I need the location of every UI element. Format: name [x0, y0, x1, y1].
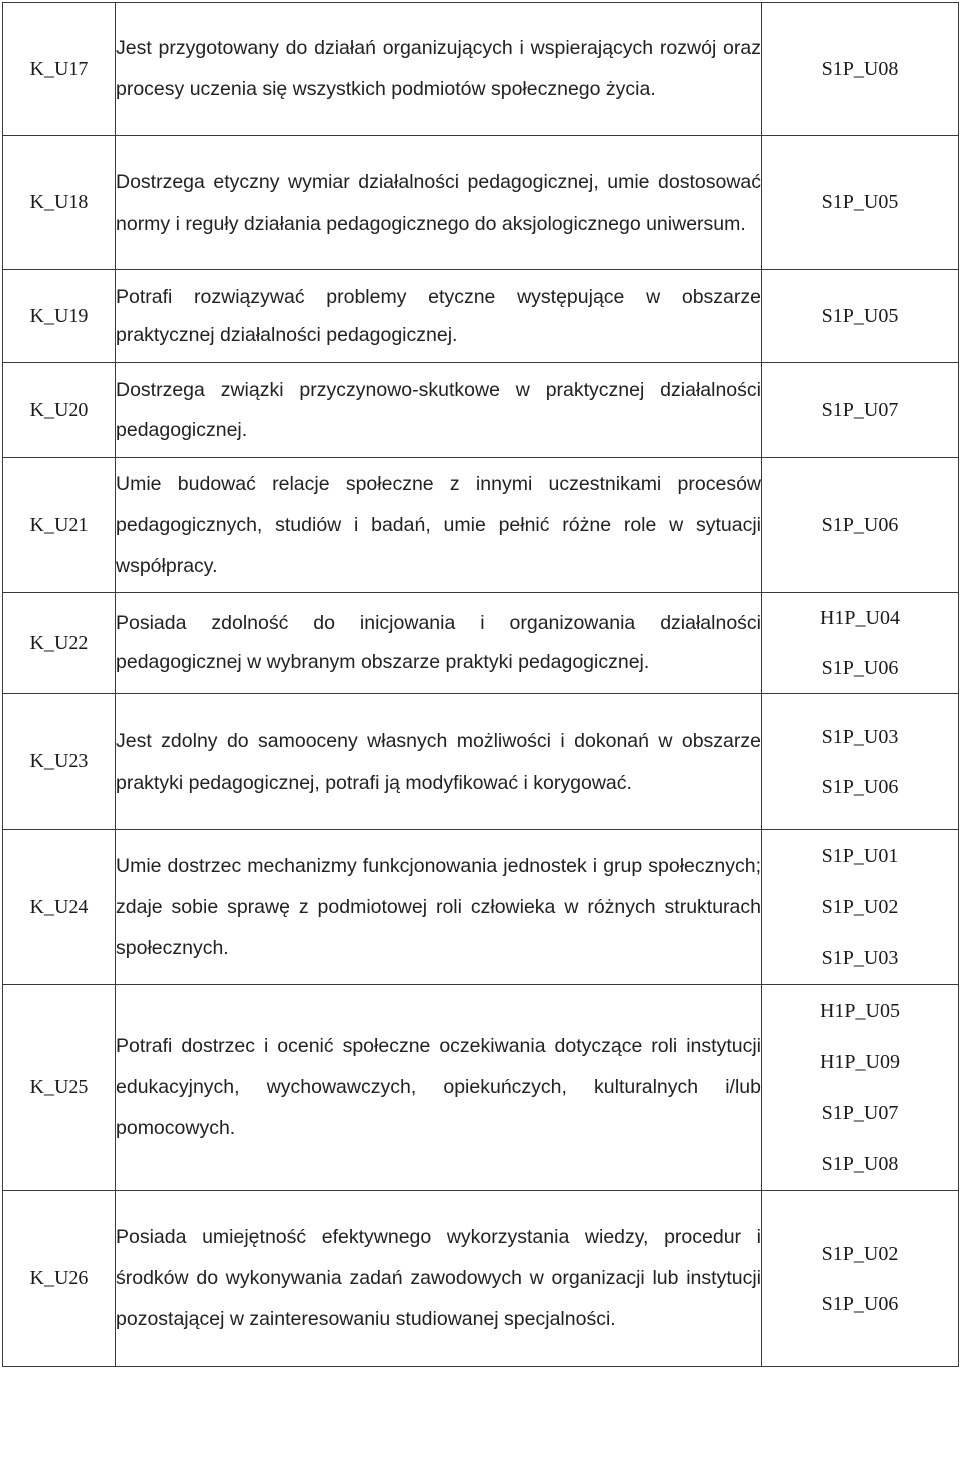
learning-outcomes-table [2, 2, 959, 1367]
reference-code: S1P_U02 [821, 895, 899, 918]
reference-code: H1P_U05 [819, 999, 900, 1022]
outcome-code: K_U24 [3, 830, 116, 985]
outcome-description-text: Potrafi rozwiązywać problemy etyczne występujące w obszarze praktycznej działalności pedagogicznej. [116, 286, 761, 346]
outcome-description-text: Posiada umiejętność efektywnego wykorzystania wiedzy, procedur i środków do wykonywania zadań zawodowych w organizacji lub instytucji pozostającej w zainteresowaniu studiowanej specjalności. [116, 1226, 761, 1330]
outcome-code: K_U26 [3, 1191, 116, 1367]
outcome-references [762, 694, 959, 830]
outcome-description [116, 136, 762, 270]
table-row [3, 1191, 959, 1367]
reference-code: S1P_U06 [821, 775, 899, 798]
outcome-description [116, 1191, 762, 1367]
reference-code: S1P_U03 [821, 725, 899, 748]
outcome-references [762, 830, 959, 985]
reference-code: H1P_U04 [819, 607, 900, 629]
outcome-code: K_U18 [3, 136, 116, 270]
table-row [3, 593, 959, 694]
reference-code: S1P_U07 [821, 398, 899, 421]
outcome-references [762, 363, 959, 458]
outcome-description-text: Jest przygotowany do działań organizujących i wspierających rozwój oraz procesy uczenia się wszystkich podmiotów społecznego życia. [116, 37, 761, 100]
outcome-description [116, 458, 762, 593]
outcome-description [116, 3, 762, 136]
table-row [3, 830, 959, 985]
reference-code: S1P_U02 [821, 1242, 899, 1265]
outcome-code: K_U19 [3, 270, 116, 363]
reference-code: S1P_U06 [821, 513, 899, 536]
outcome-code: K_U25 [3, 985, 116, 1191]
table-row [3, 985, 959, 1191]
outcome-references [762, 593, 959, 694]
reference-code: S1P_U06 [821, 1292, 899, 1315]
reference-code: S1P_U06 [821, 657, 899, 679]
outcome-description [116, 694, 762, 830]
outcome-description [116, 363, 762, 458]
outcome-code: K_U23 [3, 694, 116, 830]
reference-code: S1P_U03 [821, 946, 899, 969]
outcome-code: K_U17 [3, 3, 116, 136]
outcome-description [116, 830, 762, 985]
outcome-code: K_U21 [3, 458, 116, 593]
table-row [3, 136, 959, 270]
reference-code: S1P_U05 [821, 304, 899, 327]
table-row [3, 458, 959, 593]
outcome-references [762, 136, 959, 270]
outcome-description-text: Jest zdolny do samooceny własnych możliwości i dokonań w obszarze praktyki pedagogicznej, potrafi ją modyfikować i korygować. [116, 729, 761, 794]
reference-code: S1P_U07 [821, 1101, 899, 1124]
table-row [3, 694, 959, 830]
outcome-description-text: Dostrzega etyczny wymiar działalności pedagogicznej, umie dostosować normy i reguły działania pedagogicznego do aksjologicznego uniwersum. [116, 170, 761, 235]
outcome-references [762, 1191, 959, 1367]
reference-code: S1P_U08 [821, 1152, 899, 1175]
outcome-description-text: Umie dostrzec mechanizmy funkcjonowania jednostek i grup społecznych; zdaje sobie sprawę z podmiotowej roli człowieka w różnych strukturach społecznych. [116, 854, 761, 959]
reference-code: S1P_U05 [821, 191, 899, 213]
reference-code: H1P_U09 [819, 1050, 900, 1073]
outcome-description [116, 593, 762, 694]
outcome-description [116, 985, 762, 1191]
outcome-description [116, 270, 762, 363]
reference-code: S1P_U01 [821, 844, 899, 867]
table-row [3, 363, 959, 458]
outcome-code: K_U20 [3, 363, 116, 458]
outcome-code: K_U22 [3, 593, 116, 694]
outcome-description-text: Dostrzega związki przyczynowo-skutkowe w praktycznej działalności pedagogicznej. [116, 379, 761, 441]
outcome-references [762, 270, 959, 363]
outcome-description-text: Potrafi dostrzec i ocenić społeczne oczekiwania dotyczące roli instytucji edukacyjnych, wychowawczych, opiekuńczych, kulturalnych i/lub pomocowych. [116, 1035, 761, 1139]
outcome-references [762, 3, 959, 136]
outcome-description-text: Umie budować relacje społeczne z innymi uczestnikami procesów pedagogicznych, studiów i badań, umie pełnić różne role w sytuacji współpracy. [116, 472, 761, 577]
outcome-references [762, 985, 959, 1191]
outcome-description-text: Posiada zdolność do inicjowania i organizowania działalności pedagogicznej w wybranym obszarze praktyki pedagogicznej. [116, 612, 761, 673]
outcome-references [762, 458, 959, 593]
table-row [3, 3, 959, 136]
reference-code: S1P_U08 [821, 57, 899, 80]
table-row [3, 270, 959, 363]
